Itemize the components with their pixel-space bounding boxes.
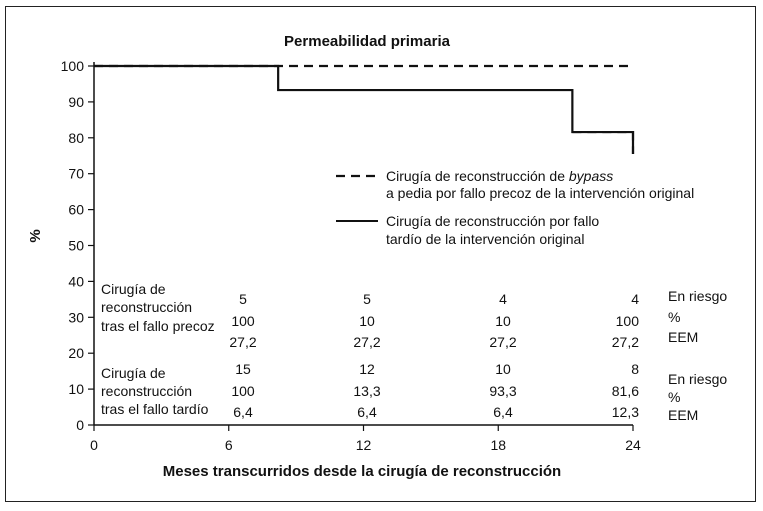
- table-cell: 15: [235, 361, 251, 377]
- table-row-label: %: [668, 389, 681, 405]
- table-cell: 27,2: [489, 334, 517, 350]
- x-tick-label: 12: [355, 437, 372, 453]
- x-tick-label: 6: [224, 437, 233, 453]
- y-tick-label: 100: [60, 58, 84, 74]
- table-row-label: EEM: [668, 329, 699, 345]
- series-line-early-failure-drop: [572, 132, 633, 154]
- x-tick-label: 18: [490, 437, 507, 453]
- table-cell: 100: [231, 383, 255, 399]
- y-tick-label: 10: [68, 381, 84, 398]
- table-cell: 13,3: [353, 383, 381, 399]
- table-cell: 10: [495, 313, 511, 329]
- table-row-label: %: [668, 309, 681, 325]
- chart-title: Permeabilidad primaria: [284, 33, 450, 50]
- table-group-label: tras el fallo precoz: [101, 318, 215, 334]
- table-row-label: En riesgo: [668, 371, 728, 387]
- table-cell: 93,3: [489, 383, 517, 399]
- legend-entry-2-line-2: tardío de la intervención original: [386, 231, 585, 247]
- table-row-label: EEM: [668, 407, 699, 423]
- y-tick-label: 50: [68, 237, 84, 254]
- y-tick-label: 80: [68, 129, 84, 146]
- table-cell: 12,3: [611, 404, 639, 420]
- table-cell: 12: [359, 361, 375, 377]
- table-group-label: Cirugía de: [101, 281, 166, 297]
- legend-entry-1-line-2: a pedia por fallo precoz de la intervención original: [386, 185, 695, 201]
- y-tick-label: 20: [68, 345, 84, 362]
- table-cell: 10: [359, 313, 375, 329]
- table-cell: 27,2: [229, 334, 257, 350]
- series-line-late-failure: [94, 66, 633, 154]
- y-tick-label: 90: [68, 93, 84, 110]
- x-tick-label: 0: [90, 437, 98, 453]
- at-risk-table: [101, 281, 727, 423]
- table-cell: 100: [231, 313, 255, 329]
- y-tick-label: 0: [76, 417, 84, 433]
- table-cell: 6,4: [233, 404, 253, 420]
- table-cell: 100: [615, 313, 639, 329]
- table-cell: 27,2: [353, 334, 381, 350]
- table-cell: 4: [631, 291, 639, 307]
- x-tick-label: 24: [625, 437, 641, 453]
- y-tick-label: 70: [68, 165, 84, 182]
- table-cell: 5: [363, 291, 371, 307]
- table-cell: 4: [499, 291, 507, 307]
- table-group-label: tras el fallo tardío: [101, 401, 209, 417]
- y-tick-label: 30: [68, 309, 84, 326]
- legend-entry-1-line-1: Cirugía de reconstrucción de bypass: [386, 168, 614, 184]
- legend-entry-2-line-1: Cirugía de reconstrucción por fallo: [386, 213, 600, 229]
- table-cell: 27,2: [611, 334, 639, 350]
- y-tick-label: 40: [68, 273, 84, 290]
- table-group-label: Cirugía de: [101, 365, 166, 381]
- y-tick-label: 60: [68, 201, 84, 218]
- table-cell: 6,4: [357, 404, 377, 420]
- series-lines: [94, 66, 633, 154]
- x-axis-label: Meses transcurridos desde la cirugía de reconstrucción: [162, 463, 562, 480]
- table-cell: 8: [631, 361, 639, 377]
- legend: [336, 168, 694, 247]
- table-group-label: reconstrucción: [101, 299, 193, 315]
- table-cell: 10: [495, 361, 511, 377]
- table-cell: 5: [239, 291, 247, 307]
- y-axis-label: %: [27, 229, 44, 243]
- table-cell: 81,6: [611, 383, 639, 399]
- table-row-label: En riesgo: [668, 288, 728, 304]
- table-group-label: reconstrucción: [101, 383, 193, 399]
- table-cell: 6,4: [493, 404, 513, 420]
